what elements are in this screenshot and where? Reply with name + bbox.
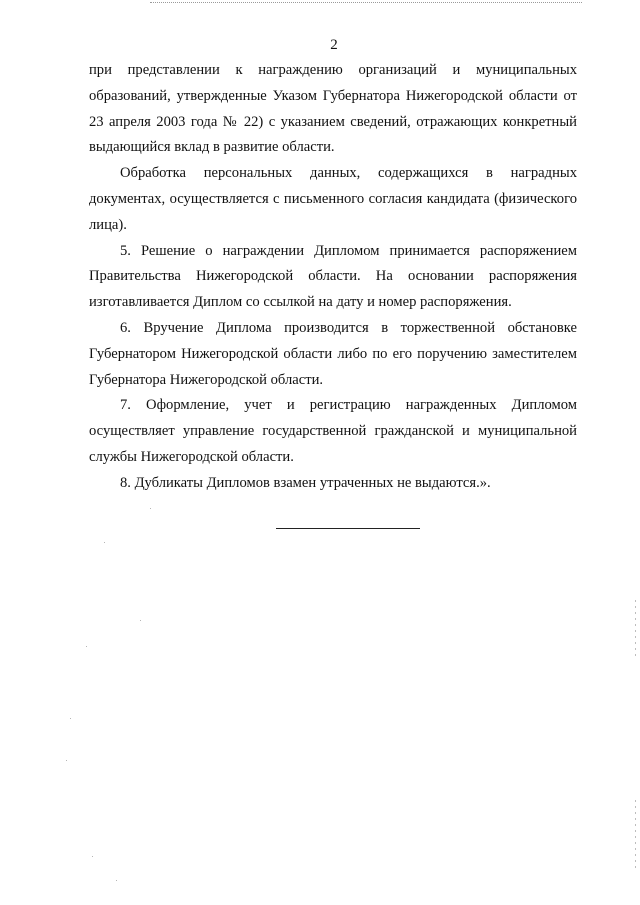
scan-edge-mark: [635, 800, 636, 870]
scan-speck: [92, 856, 93, 857]
scan-speck: [140, 620, 141, 621]
paragraph-item-8: 8. Дубликаты Дипломов взамен утраченных не выдаются.».: [120, 474, 491, 491]
scan-edge-mark: [635, 600, 636, 660]
paragraph-item-7: 7. Оформление, учет и регистрацию награжденных Дипломом осуществляет управление государственной гражданской и муниципальной службы Нижегородской области.: [89, 397, 577, 465]
scan-speck: [86, 646, 87, 647]
page-number: 2: [330, 37, 338, 53]
paragraph-item-6: 6. Вручение Диплома производится в торжественной обстановке Губернатором Нижегородской области либо по его поручению заместителем Губернатора Нижегородской области.: [89, 319, 577, 388]
paragraph-personal-data: Обработка персональных данных, содержащихся в наградных документах, осуществляется с письменного согласия кандидата (физического лица).: [89, 165, 577, 233]
scan-speck: [104, 542, 105, 543]
end-separator-line: [276, 528, 420, 529]
scan-speck: [150, 508, 151, 509]
scan-speck: [70, 718, 71, 719]
top-dotted-rule: [150, 2, 582, 3]
document-body: [89, 58, 577, 497]
paragraph-continuation: при представлении к награждению организаций и муниципальных образований, утвержденные Указом Губернатора Нижегородской области от 23 апреля 2003 года № 22) с указанием сведений, отражающих конкретный выдающийся вклад в развитие области.: [89, 62, 577, 156]
scan-speck: [66, 760, 67, 761]
scan-speck: [116, 880, 117, 881]
paragraph-item-5: 5. Решение о награждении Дипломом принимается распоряжением Правительства Нижегородской области. На основании распоряжения изготавливается Диплом со ссылкой на дату и номер распоряжения.: [89, 242, 577, 311]
